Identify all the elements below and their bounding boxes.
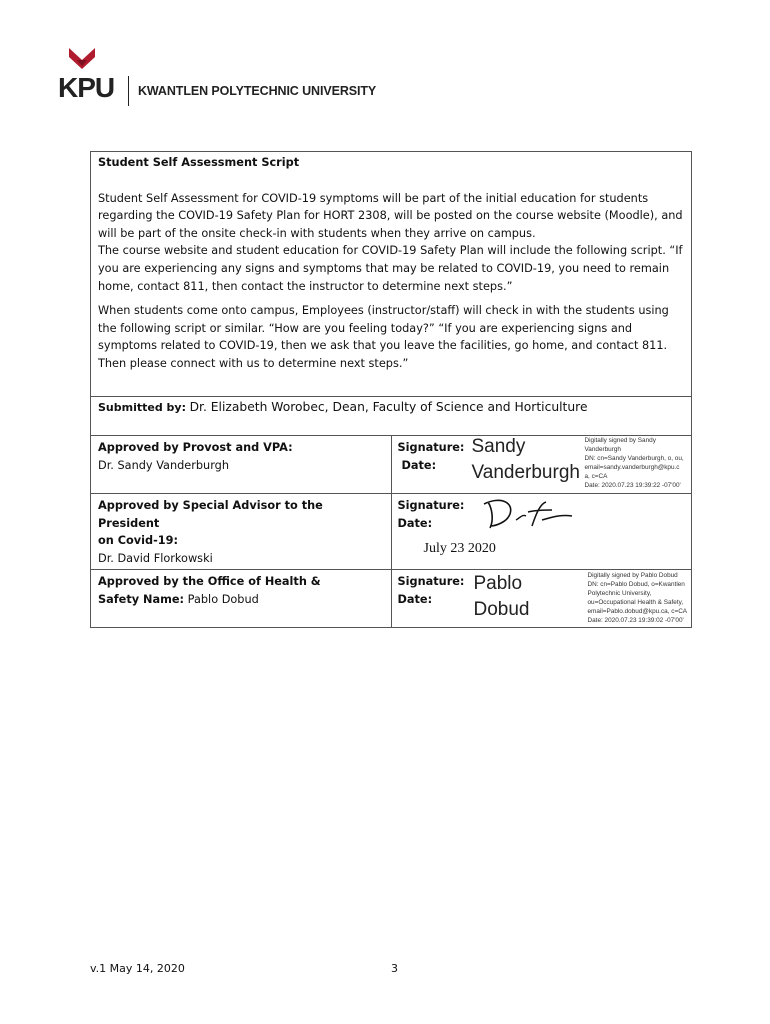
script-paragraph-2: The course website and student education for COVID-19 Safety Plan will include the following script. “If you are experiencing any signs and symptoms that may be related to COVID-19, you need to remain home, contact 811, then contact the instructor to determine next steps.”: [98, 244, 683, 293]
submitted-by-value: Dr. Elizabeth Worobec, Dean, Faculty of Science and Horticulture: [189, 400, 588, 414]
approver-name: Dr. Sandy Vanderburgh: [98, 458, 229, 472]
logo-wordmark: KPU: [58, 72, 115, 103]
approval-label-line-1: Approved by Special Advisor to the President: [98, 499, 323, 530]
signature-cell-special-advisor: [391, 494, 692, 570]
approver-name: Pablo Dobud: [187, 592, 259, 606]
kpu-logo: [58, 44, 378, 108]
approver-name: Dr. David Florkowski: [98, 551, 213, 565]
date-label: Date:: [401, 458, 437, 472]
digital-signature-details: Digitally signed by Sandy Vanderburgh DN: cn=Sandy Vanderburgh, o, ou, email=sandy.vanderburgh@kpu.c a, c=CA Date: 2020.07.23 19:39:22 -07'00': [584, 437, 684, 489]
digital-signature-name-last: Dobud: [473, 599, 530, 620]
signature-label: Signature:: [397, 441, 465, 454]
approval-label-line-2: on Covid-19:: [98, 534, 179, 548]
digital-signature-name-first: Sandy: [471, 436, 526, 457]
version-footer: v.1 May 14, 2020: [90, 962, 185, 975]
script-paragraph-1: Student Self Assessment for COVID-19 symptoms will be part of the initial education for students regarding the COVID-19 Safety Plan for HORT 2308, will be posted on the course website (Moodle), and will be part of the onsite check-in with students when they arrive on campus.: [98, 191, 683, 240]
digital-signature-details: Digitally signed by Pablo Dobud DN: cn=Pablo Dobud, o=Kwantlen Polytechnic University, ou=Occupational Health & Safety, email=Pablo.dobud@kpu.ca, c=CA Date: 2020.07.23 19:39:02 -07'00': [587, 572, 688, 624]
logo-divider: [128, 76, 129, 106]
university-name: KWANTLEN POLYTECHNIC UNIVERSITY: [138, 84, 377, 98]
signature-cell-provost: [391, 436, 692, 494]
page-number: 3: [391, 962, 398, 975]
signature-cell-health-safety: [391, 570, 692, 628]
submitted-by-label: Submitted by:: [98, 401, 186, 414]
handwritten-signature-florkowski: [480, 496, 580, 532]
script-paragraph-3: When students come onto campus, Employees (instructor/staff) will check in with the students using the following script or similar. “How are you feeling today?” “If you are experiencing signs and symptoms related to COVID-19, then we ask that you leave the facilities, go home, and contact 811. Then please connect with us to determine next steps.”: [98, 304, 669, 370]
approval-label-line-1: Approved by the Office of Health &: [98, 575, 321, 588]
approval-form-table: [90, 151, 692, 628]
approval-label: Approved by Provost and VPA:: [98, 441, 293, 454]
submitted-by-section: [91, 397, 692, 436]
signature-label: Signature:: [397, 499, 465, 512]
date-label: Date:: [397, 516, 433, 530]
approval-special-advisor: [91, 494, 392, 570]
signature-label: Signature:: [397, 575, 465, 588]
script-title: Student Self Assessment Script: [98, 156, 300, 169]
digital-signature-name-last: Vanderburgh: [471, 462, 580, 483]
approval-provost: [91, 436, 392, 494]
date-label: Date:: [397, 592, 433, 606]
script-section: [91, 152, 692, 397]
approval-label-line-2: Safety Name:: [98, 592, 185, 606]
handwritten-date: July 23 2020: [423, 541, 496, 556]
approval-health-safety: [91, 570, 392, 628]
digital-signature-name-first: Pablo: [473, 573, 523, 594]
